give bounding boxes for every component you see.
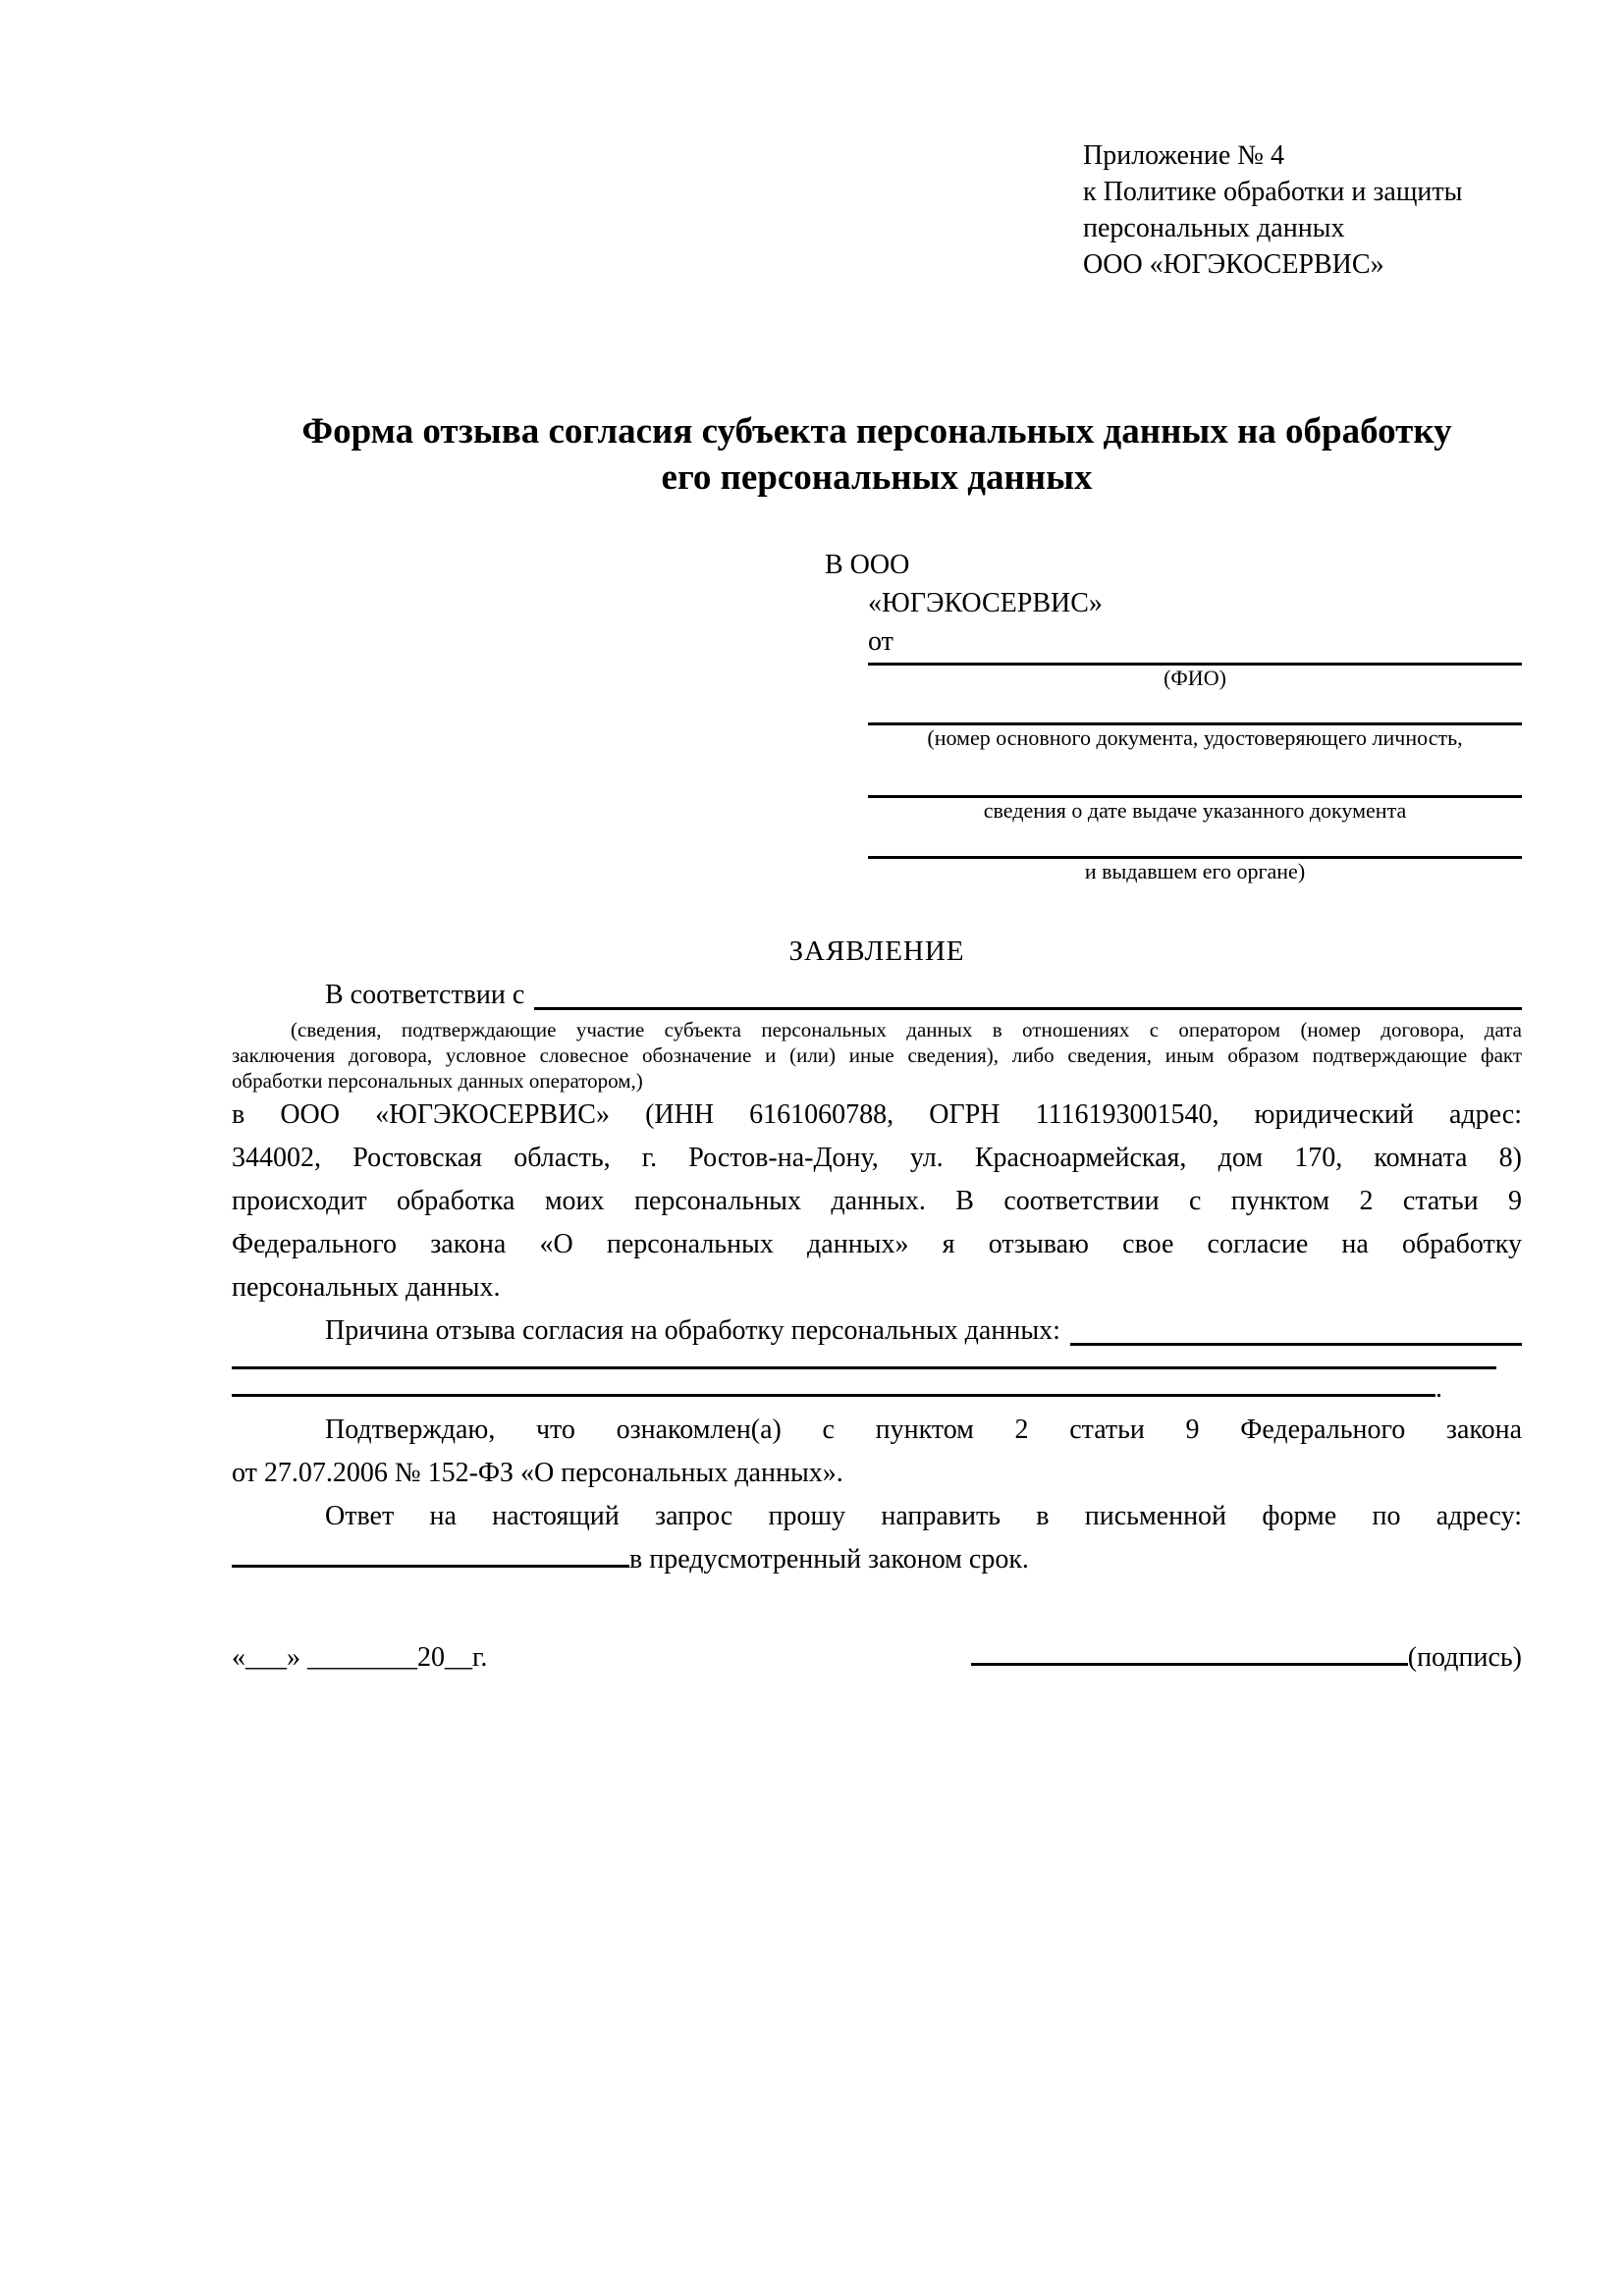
appendix-header-line: ООО «ЮГЭКОСЕРВИС» [1083, 249, 1384, 280]
statement-body-line: персональных данных. [232, 1272, 501, 1303]
signature-caption: (подпись) [1407, 1642, 1522, 1673]
reason-blank-line-3 [232, 1369, 1522, 1409]
confirm-line: Подтверждаю, что ознакомлен(а) с пунктом 2 статьи 9 Федерального закона [325, 1415, 1522, 1445]
footer-row [232, 1636, 1522, 1680]
issuing-authority-caption: и выдавшем его органе) [1084, 859, 1306, 883]
appendix-header [1083, 137, 1522, 283]
addressee-block [825, 546, 1522, 884]
intro-prefix: В соответствии с [325, 980, 525, 1010]
appendix-header-line: к Политике обработки и защиты [1083, 177, 1463, 207]
document-number-caption: (номер основного документа, удостоверяющего личность, [927, 725, 1463, 750]
small-print-line: заключения договора, условное словесное обозначение и (или) иные сведения), либо сведения, иным образом подтверждающие факт [232, 1043, 1522, 1067]
statement-body-line: 344002, Ростовская область, г. Ростов-на-Дону, ул. Красноармейская, дом 170, комната 8) [232, 1143, 1522, 1173]
addressee-from-label: от [868, 626, 893, 657]
issue-date-caption: сведения о дате выдаче указанного документа [983, 798, 1407, 823]
appendix-header-line: Приложение № 4 [1083, 140, 1284, 171]
reason-tail-period: . [1435, 1373, 1442, 1404]
document-title [232, 408, 1522, 501]
reason-label: Причина отзыва согласия на обработку персональных данных: [325, 1315, 1060, 1346]
reason-blank-line [1070, 1343, 1522, 1346]
addressee-to-line: В ООО [825, 550, 910, 580]
small-print-note [232, 1017, 1522, 1094]
reply-suffix: в предусмотренный законом срок. [629, 1544, 1029, 1575]
signature-group [971, 1636, 1522, 1680]
statement-body [232, 1094, 1522, 1309]
reply-address-blank [232, 1565, 629, 1568]
statement-body-line: Федерального закона «О персональных данных» я отзываю свое согласие на обработку [232, 1229, 1522, 1259]
intro-blank-line [534, 1007, 1522, 1010]
reason-blank-rule [232, 1394, 1435, 1397]
statement-heading: ЗАЯВЛЕНИЕ [788, 935, 965, 967]
reply-line1: Ответ на настоящий запрос прошу направить в письменной форме по адресу: [325, 1501, 1522, 1531]
signature-blank-line [971, 1663, 1408, 1666]
reason-blank-line-2 [232, 1353, 1496, 1369]
addressee-inner [868, 584, 1522, 884]
confirm-line: от 27.07.2006 № 152-ФЗ «О персональных данных». [232, 1458, 843, 1488]
small-print-line: (сведения, подтверждающие участие субъекта персональных данных в отношениях с оператором (номер договора, дата [291, 1018, 1522, 1041]
small-print-line: обработки персональных данных оператором,) [232, 1069, 643, 1093]
reply-paragraph [232, 1495, 1522, 1581]
confirm-paragraph [232, 1409, 1522, 1495]
addressee-org-line: «ЮГЭКОСЕРВИС» [868, 588, 1103, 618]
document-title-line2: его персональных данных [661, 457, 1093, 498]
reason-line [232, 1309, 1522, 1353]
appendix-header-line: персональных данных [1083, 213, 1345, 243]
date-blank: «___» ________20__г. [232, 1642, 488, 1673]
reply-line2 [232, 1538, 1522, 1581]
intro-line [232, 974, 1522, 1017]
document-title-line1: Форма отзыва согласия субъекта персональных данных на обработку [301, 411, 1452, 452]
fio-caption: (ФИО) [1164, 666, 1226, 690]
statement-body-line: происходит обработка моих персональных данных. В соответствии с пунктом 2 статьи 9 [232, 1186, 1522, 1216]
statement-body-line: в ООО «ЮГЭКОСЕРВИС» (ИНН 6161060788, ОГРН 1116193001540, юридический адрес: [232, 1099, 1522, 1130]
